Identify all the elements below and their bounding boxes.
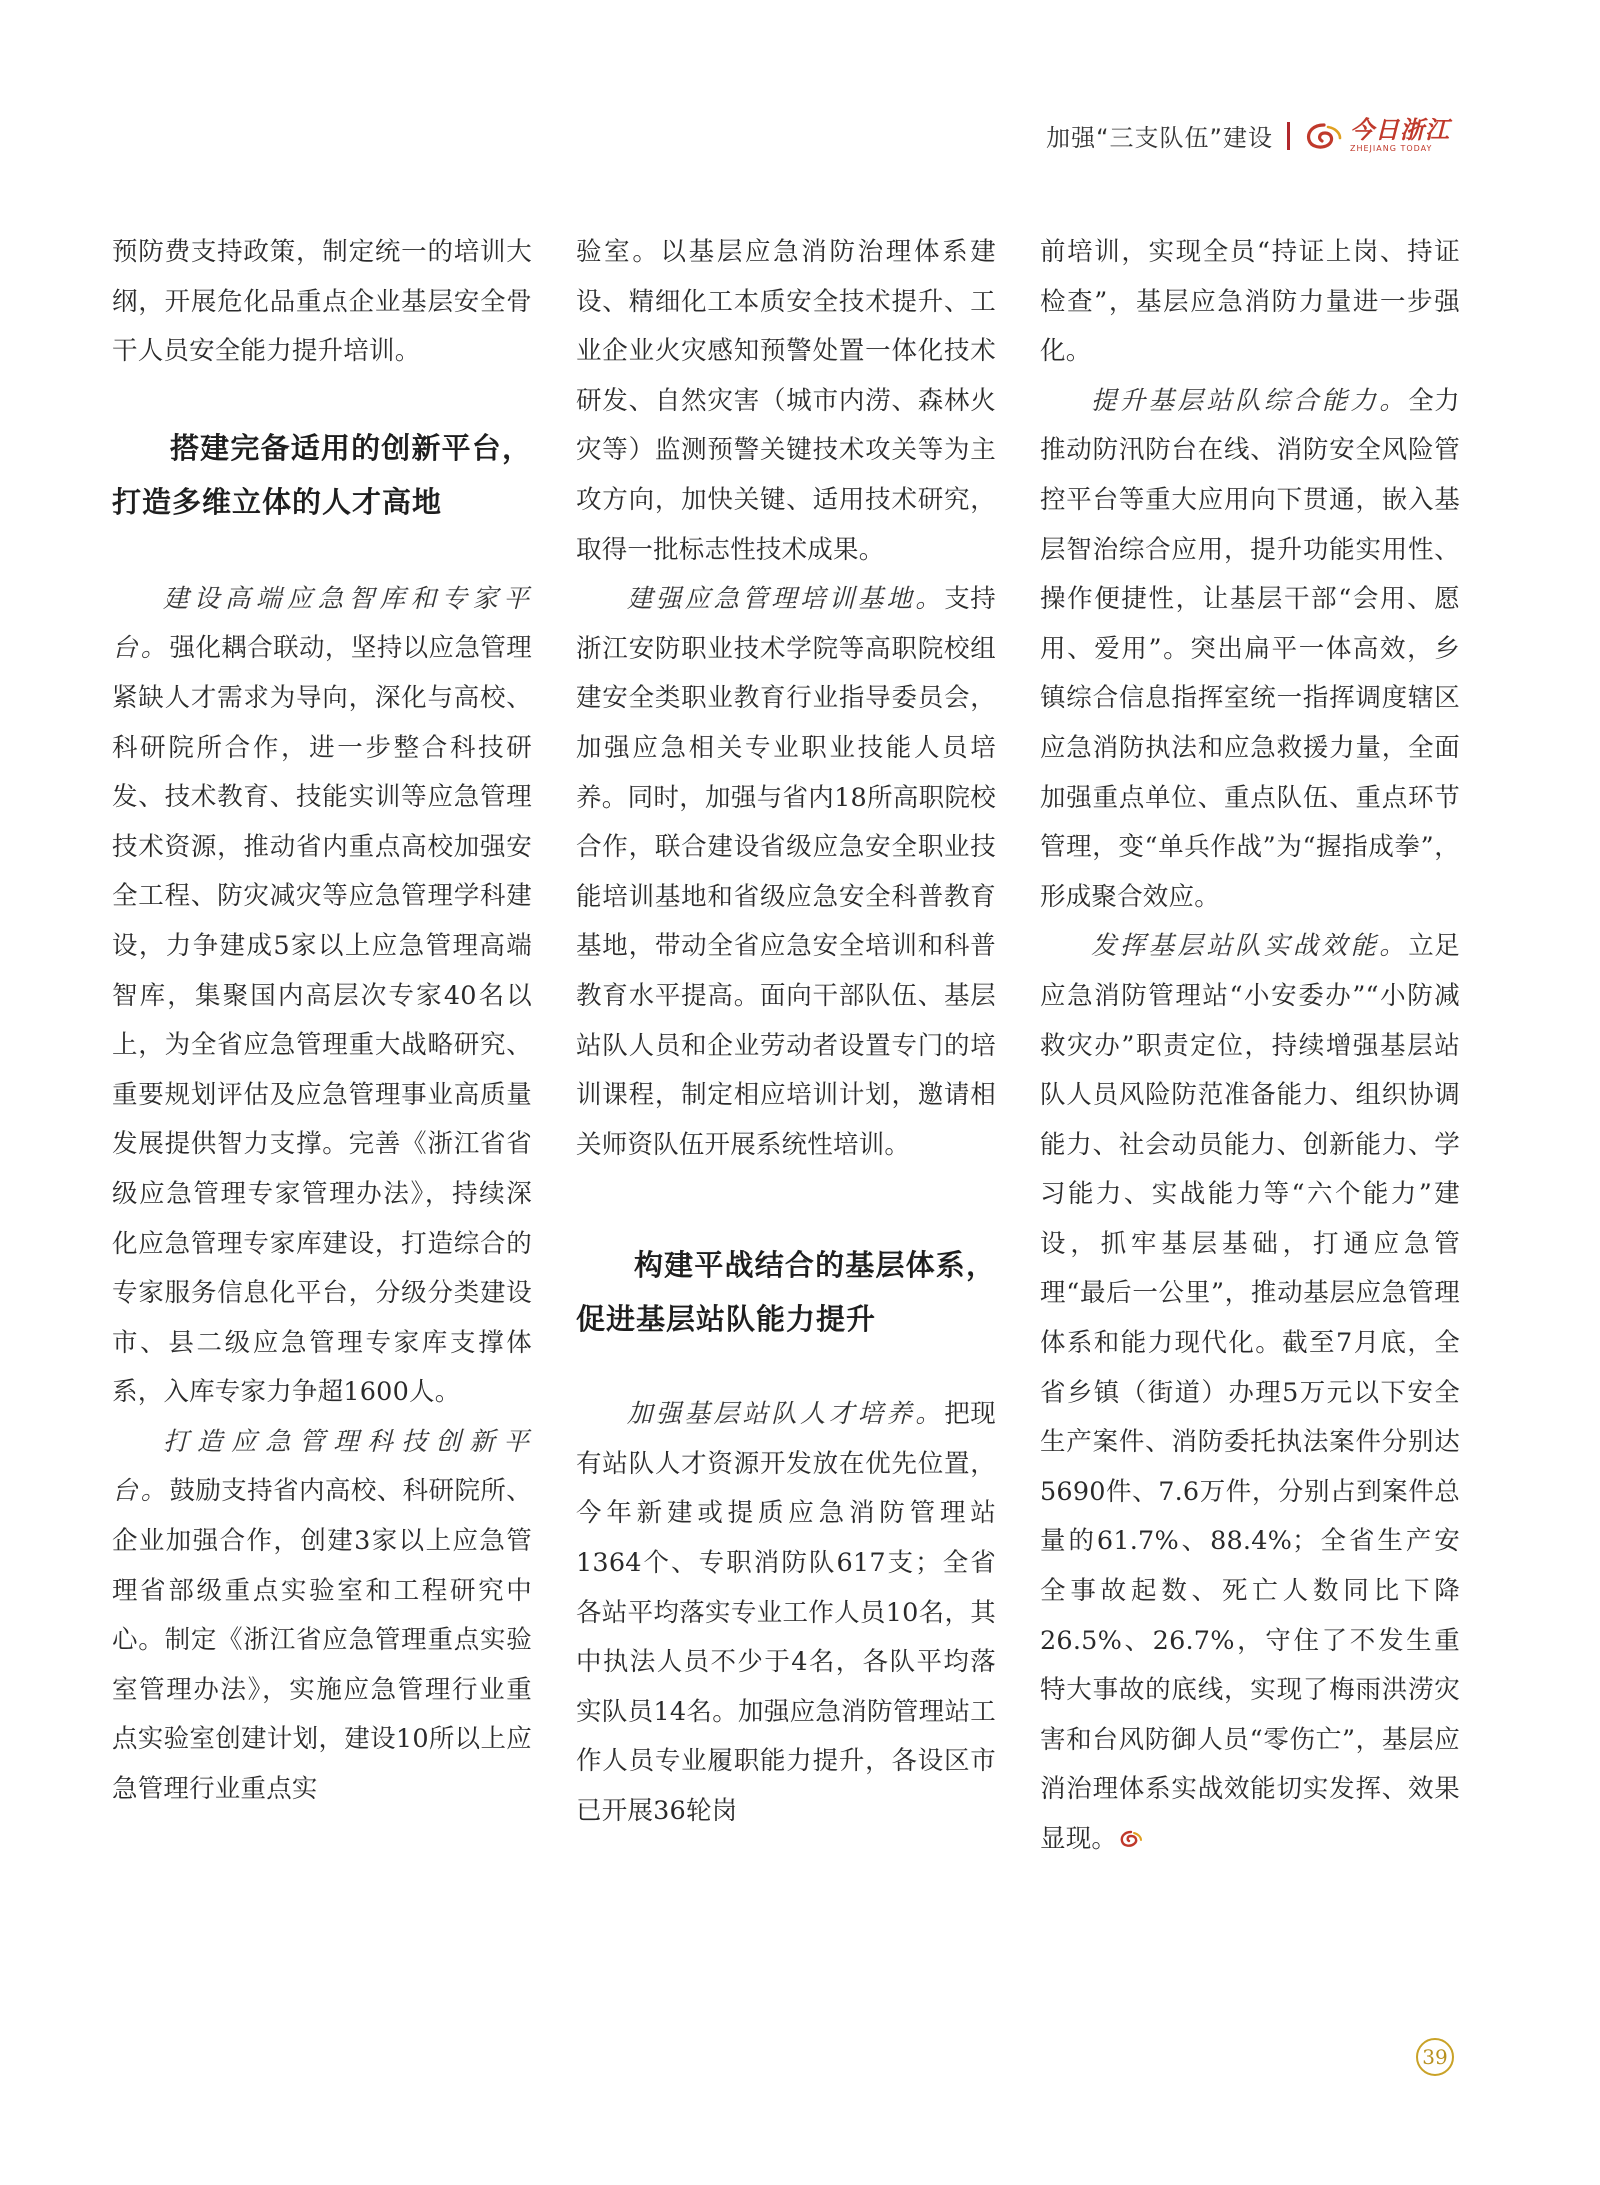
paragraph-lead: 建强应急管理培训基地。 (627, 584, 945, 615)
logo-text: 今日浙江 (1350, 115, 1450, 144)
column-2 (576, 228, 996, 1837)
paragraph (112, 575, 532, 1418)
section-heading: 构建平战结合的基层体系，促进基层站队能力提升 (576, 1248, 996, 1337)
paragraph (112, 1418, 532, 1815)
paragraph: 预防费支持政策，制定统一的培训大纲，开展危化品重点企业基层安全骨干人员安全能力提升培训。 (112, 237, 532, 367)
paragraph-lead: 发挥基层站队实战效能。 (1091, 931, 1409, 962)
paragraph-body: 全力推动防汛防台在线、消防安全风险管控平台等重大应用向下贯通，嵌入基层智治综合应用，提升功能实用性、操作便捷性，让基层干部“会用、愿用、爱用”。突出扁平一体高效，乡镇综合信息指挥室统一指挥调度辖区应急消防执法和应急救援力量，全面加强重点单位、重点队伍、重点环节管理，变“单兵作战”为“握指成拳”，形成聚合效应。 (1040, 385, 1460, 912)
swirl-logo-icon (1304, 121, 1344, 151)
page-number: 39 (1416, 2038, 1454, 2076)
paragraph (1040, 922, 1460, 1864)
paragraph-lead: 打造应急管理科技创新平台。 (112, 1426, 532, 1507)
paragraph-body: 把现有站队人才资源开发放在优先位置，今年新建或提质应急消防管理站1364个、专职消防队617支；全省各站平均落实专业工作人员10名，其中执法人员不少于4名，各队平均落实队员14名。加强应急消防管理站工作人员专业履职能力提升，各设区市已开展36轮岗 (576, 1399, 996, 1827)
paragraph: 前培训，实现全员“持证上岗、持证检查”，基层应急消防力量进一步强化。 (1040, 237, 1460, 367)
paragraph-body: 强化耦合联动，坚持以应急管理紧缺人才需求为导向，深化与高校、科研院所合作，进一步整合科技研发、技术教育、技能实训等应急管理技术资源，推动省内重点高校加强安全工程、防灾减灾等应急管理学科建设，力争建成5家以上应急管理高端智库，集聚国内高层次专家40名以上，为全省应急管理重大战略研究、重要规划评估及应急管理事业高质量发展提供智力支撑。完善《浙江省省级应急管理专家管理办法》，持续深化应急管理专家库建设，打造综合的专家服务信息化平台，分级分类建设市、县二级应急管理专家库支撑体系，入库专家力争超1600人。 (112, 633, 532, 1408)
section-title: 加强“三支队伍”建设 (1046, 124, 1273, 152)
header-divider (1287, 122, 1290, 150)
paragraph-lead: 提升基层站队综合能力。 (1091, 385, 1409, 416)
paragraph-body: 支持浙江安防职业技术学院等高职院校组建安全类职业教育行业指导委员会，加强应急相关专业职业技能人员培养。同时，加强与省内18所高职院校合作，联合建设省级应急安全职业技能培训基地和省级应急安全科普教育基地，带动全省应急安全培训和科普教育水平提高。面向干部队伍、基层站队人员和企业劳动者设置专门的培训课程，制定相应培训计划，邀请相关师资队伍开展系统性培训。 (576, 584, 996, 1160)
paragraph (576, 575, 996, 1170)
paragraph: 验室。以基层应急消防治理体系建设、精细化工本质安全技术提升、工业企业火灾感知预警处置一体化技术研发、自然灾害（城市内涝、森林火灾等）监测预警关键技术攻关等为主攻方向，加快关键、适用技术研究，取得一批标志性技术成果。 (576, 237, 996, 565)
end-mark-icon (1119, 1829, 1143, 1849)
logo-english: ZHEJIANG TODAY (1350, 144, 1433, 153)
column-3 (1040, 228, 1460, 1865)
page-header (1046, 115, 1450, 153)
paragraph (1040, 377, 1460, 923)
paragraph-lead: 建设高端应急智库和专家平台。 (112, 583, 532, 664)
magazine-logo (1304, 115, 1450, 153)
paragraph-lead: 加强基层站队人才培养。 (627, 1399, 945, 1430)
column-1 (112, 228, 532, 1815)
paragraph-body: 鼓励支持省内高校、科研院所、企业加强合作，创建3家以上应急管理省部级重点实验室和工程研究中心。制定《浙江省应急管理重点实验室管理办法》，实施应急管理行业重点实验室创建计划，建设10所以上应急管理行业重点实 (112, 1476, 532, 1805)
section-heading: 搭建完备适用的创新平台，打造多维立体的人才高地 (112, 430, 532, 519)
paragraph (576, 1390, 996, 1836)
paragraph-body: 立足应急消防管理站“小安委办”“小防减救灾办”职责定位，持续增强基层站队人员风险防范准备能力、组织协调能力、社会动员能力、创新能力、学习能力、实战能力等“六个能力”建设，抓牢基层基础，打通应急管理“最后一公里”，推动基层应急管理体系和能力现代化。截至7月底，全省乡镇（街道）办理5万元以下安全生产案件、消防委托执法案件分别达5690件、7.6万件，分别占到案件总量的61.7%、88.4%；全省生产安全事故起数、死亡人数同比下降26.5%、26.7%，守住了不发生重特大事故的底线，实现了梅雨洪涝灾害和台风防御人员“零伤亡”，基层应消治理体系实战效能切实发挥、效果显现。 (1040, 931, 1460, 1854)
